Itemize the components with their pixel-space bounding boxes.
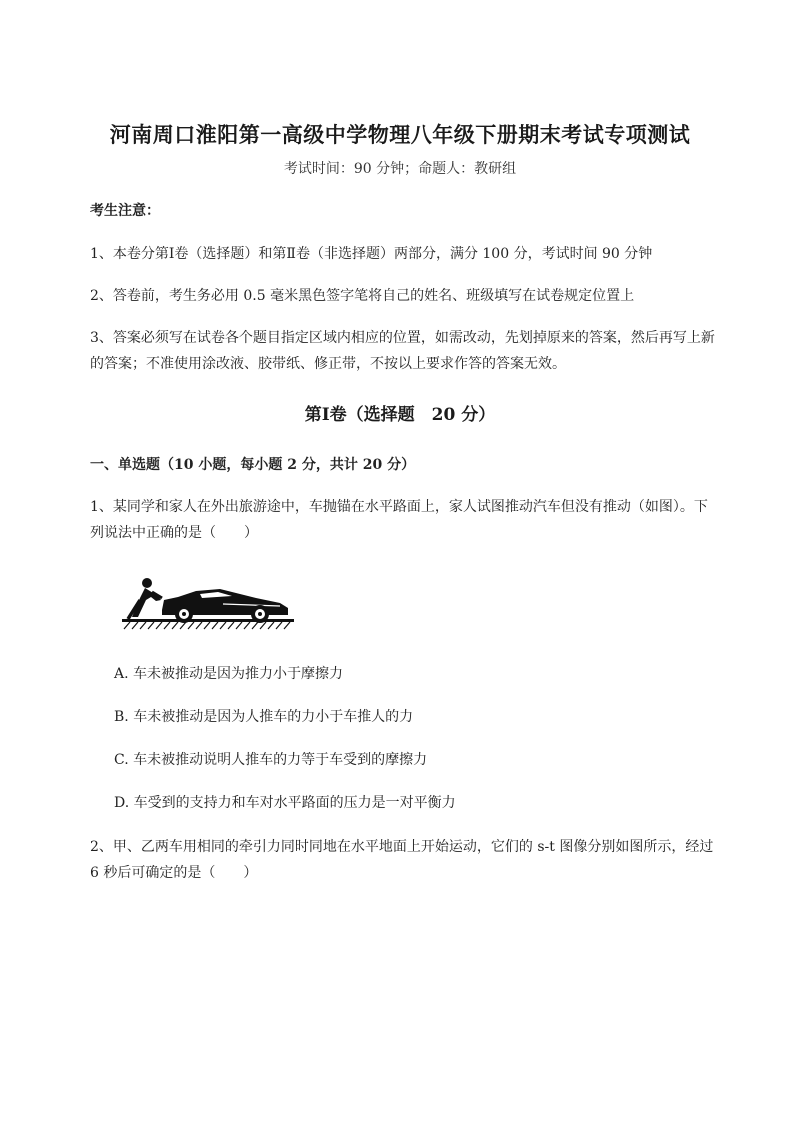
q1-stem-line2: 列说法中正确的是（ ） [90,525,258,541]
person-icon [128,578,162,619]
part-heading: 一、单选题（10 小题，每小题 2 分，共计 20 分） [90,457,416,473]
q1-option-b: B. 车未被推动是因为人推车的力小于车推人的力 [114,709,414,725]
ground-line [122,619,294,622]
notice-item-1: 1、本卷分第Ⅰ卷（选择题）和第Ⅱ卷（非选择题）两部分，满分 100 分，考试时间 90 分钟 [90,246,653,262]
notice-heading: 考生注意： [90,203,160,219]
q1-option-d: D. 车受到的支持力和车对水平路面的压力是一对平衡力 [114,795,456,811]
person-pushing-car-figure [118,570,298,632]
q1-option-c: C. 车未被推动说明人推车的力等于车受到的摩擦力 [114,752,428,768]
exam-subtitle: 考试时间：90 分钟；命题人：教研组 [283,161,517,177]
q1-stem-line1: 1、某同学和家人在外出旅游途中，车抛锚在水平路面上，家人试图推动汽车但没有推动（如图）。下 [90,499,708,515]
q2-stem-line2: 6 秒后可确定的是（ ） [90,865,258,881]
ground-hatch [124,622,290,629]
notice-item-2: 2、答卷前，考生务必用 0.5 毫米黑色签字笔将自己的姓名、班级填写在试卷规定位置上 [90,288,635,304]
notice-item-3-cont: 的答案；不准使用涂改液、胶带纸、修正带，不按以上要求作答的答案无效。 [90,356,566,372]
notice-item-3: 3、答案必须写在试卷各个题目指定区域内相应的位置，如需改动，先划掉原来的答案，然后再写上新 [90,330,715,346]
exam-title: 河南周口淮阳第一高级中学物理八年级下册期末考试专项测试 [109,122,691,147]
car-icon [162,589,288,623]
section-title: 第Ⅰ卷（选择题 20 分） [304,405,496,425]
q2-stem-line1: 2、甲、乙两车用相同的牵引力同时同地在水平地面上开始运动，它们的 s-t 图像分别如图所示，经过 [90,839,714,855]
q1-option-a: A. 车未被推动是因为推力小于摩擦力 [114,666,344,682]
